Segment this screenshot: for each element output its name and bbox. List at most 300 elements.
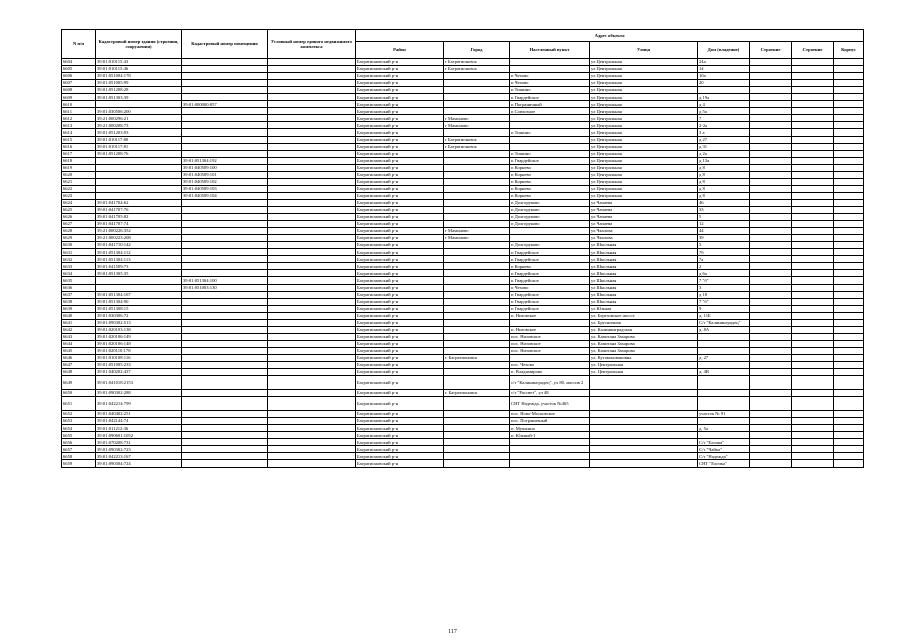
cell-cad-room-number: 39:01:040509:101 [182,171,268,178]
cell-district: Багратионовский р-н [356,150,444,157]
cell-street [590,439,698,446]
cell-district: Багратионовский р-н [356,249,444,256]
cell-cad-building-number: 39:01:070208:731 [96,439,182,446]
cell-city [444,199,510,206]
cell-cond-complex-number [268,178,356,185]
cell-korpus [834,362,864,369]
cell-row-number: 6621 [62,178,96,185]
cell-settlement [510,59,590,66]
cell-district: Багратионовский р-н [356,418,444,425]
cell-settlement [510,319,590,326]
cell-cond-complex-number [268,390,356,397]
cell-cad-room-number [182,291,268,298]
cell-cad-building-number: 39:21:000226:352 [96,228,182,235]
cell-city [444,242,510,249]
cell-cad-room-number [182,235,268,242]
cell-district: Багратионовский р-н [356,284,444,291]
cell-settlement: п Гвардейское [510,256,590,263]
cell-structure [792,319,834,326]
header-city: Город [444,42,510,59]
cell-settlement: п. Низовское [510,326,590,333]
table-row [62,59,864,66]
cell-row-number: 6612 [62,115,96,122]
cell-city [444,376,510,390]
cell-cond-complex-number [268,298,356,305]
table-body [62,59,864,468]
cell-row-number: 6649 [62,376,96,390]
cell-korpus [834,340,864,347]
cell-cad-building-number: 39:01:041509:73 [96,263,182,270]
cell-city [444,326,510,333]
cell-settlement: п Корнево [510,263,590,270]
cell-cond-complex-number [268,136,356,143]
cell-street: ул. Центральная [590,369,698,376]
cell-city [444,305,510,312]
cell-house: 7 "б" [698,298,750,305]
cell-cad-room-number: 39:01:051304:192 [182,157,268,164]
cell-cad-building-number: 39:01:010115:43 [96,59,182,66]
cell-house: 14 [698,66,750,73]
cell-city [444,453,510,460]
cell-cad-building-number: 39:21:000208:73 [96,122,182,129]
cell-city: г Мамоново [444,228,510,235]
cell-building [750,397,792,411]
cell-street: ул Чапаева [590,199,698,206]
cell-settlement [510,354,590,361]
cell-cad-room-number: 39:01:040509:103 [182,185,268,192]
cell-korpus [834,249,864,256]
cell-cond-complex-number [268,122,356,129]
cell-building [750,206,792,213]
cell-cad-room-number [182,270,268,277]
cell-district: Багратионовский р-н [356,369,444,376]
cell-district: Багратионовский р-н [356,340,444,347]
cell-korpus [834,228,864,235]
cell-street: ул Центральная [590,157,698,164]
cell-house: 7 [698,115,750,122]
cell-city [444,333,510,340]
cell-district: Багратионовский р-н [356,171,444,178]
cell-row-number: 6656 [62,439,96,446]
cell-cad-building-number: 39:01:051208:76 [96,150,182,157]
cell-structure [792,369,834,376]
cell-house: д 19а [698,94,750,101]
cell-city [444,256,510,263]
cell-cond-complex-number [268,242,356,249]
cell-street: ул. Березовское шоссе [590,312,698,319]
table-row [62,206,864,213]
cell-house: д 6а [698,270,750,277]
cell-settlement: п Чехово [510,73,590,80]
cell-district: Багратионовский р-н [356,66,444,73]
cell-building [750,249,792,256]
cell-city: г Багратионовск [444,66,510,73]
cell-cond-complex-number [268,263,356,270]
cell-district: Багратионовский р-н [356,291,444,298]
cell-city [444,460,510,467]
cell-korpus [834,284,864,291]
cell-row-number: 6647 [62,362,96,369]
cell-city [444,80,510,87]
cell-settlement: п Гвардейское [510,157,590,164]
cell-cad-building-number [96,101,182,108]
cell-korpus [834,59,864,66]
cell-street: ул Чкалова [590,235,698,242]
cell-building [750,390,792,397]
cell-cond-complex-number [268,115,356,122]
cell-district: Багратионовский р-н [356,94,444,101]
cell-district: Багратионовский р-н [356,319,444,326]
cell-settlement: п Корнево [510,164,590,171]
cell-house: С/т "Калининградец" [698,319,750,326]
cell-cad-building-number: 39:01:041707:76 [96,206,182,213]
cell-building [750,66,792,73]
cell-korpus [834,171,864,178]
cell-structure [792,277,834,284]
cell-house: д. 4В [698,369,750,376]
cell-city [444,270,510,277]
cell-cad-room-number: 39:01:000000:857 [182,101,268,108]
cell-cad-building-number: 39:01:051208:28 [96,87,182,94]
table-row [62,199,864,206]
cell-building [750,150,792,157]
cell-cad-building-number [96,277,182,284]
cell-settlement [510,115,590,122]
header-district: Район [356,42,444,59]
cell-building [750,411,792,418]
cell-korpus [834,214,864,221]
cell-house: д. 5а [698,425,750,432]
cell-district: Багратионовский р-н [356,185,444,192]
cell-structure [792,94,834,101]
table-row [62,369,864,376]
header-structure: Строение [792,42,834,59]
cell-house: С/т "Елочка" [698,439,750,446]
cell-cad-room-number [182,312,268,319]
cell-cad-building-number: 39:01:090302:288 [96,390,182,397]
cell-building [750,214,792,221]
cell-cad-room-number [182,150,268,157]
cell-building [750,185,792,192]
cell-structure [792,354,834,361]
cell-city: г Мамоново [444,115,510,122]
cell-cond-complex-number [268,411,356,418]
table-row [62,397,864,411]
cell-cad-room-number [182,206,268,213]
cell-korpus [834,312,864,319]
cell-building [750,178,792,185]
cell-street: ул Чапаева [590,214,698,221]
cell-row-number: 6635 [62,277,96,284]
cell-row-number: 6620 [62,171,96,178]
cell-cad-room-number [182,263,268,270]
cell-structure [792,347,834,354]
cell-house: 46 [698,199,750,206]
cell-korpus [834,80,864,87]
cell-street [590,432,698,439]
cell-district: Багратионовский р-н [356,164,444,171]
cell-house: 5 [698,214,750,221]
cell-cond-complex-number [268,277,356,284]
cell-house [698,390,750,397]
cell-street: ул Центральная [590,192,698,199]
cell-cad-building-number: 39:01:090304:724 [96,460,182,467]
cell-cad-building-number: 39:01:041710:142 [96,242,182,249]
cell-cad-room-number [182,298,268,305]
cell-settlement [510,66,590,73]
cell-district: Багратионовский р-н [356,446,444,453]
header-cad-room: Кадастровый номер помещения [182,30,268,59]
cell-cond-complex-number [268,369,356,376]
cell-settlement: п Гвардейское [510,249,590,256]
table-row [62,284,864,291]
cell-row-number: 6610 [62,101,96,108]
cell-house: 2-2а [698,122,750,129]
cell-district: Багратионовский р-н [356,439,444,446]
cell-structure [792,150,834,157]
cell-korpus [834,460,864,467]
cell-structure [792,340,834,347]
cell-settlement: п. Низовское [510,312,590,319]
cell-settlement: п Корнево [510,178,590,185]
cell-building [750,460,792,467]
cell-cad-room-number [182,326,268,333]
cell-house: 24а [698,59,750,66]
registry-table [61,29,864,468]
cell-row-number: 6604 [62,59,96,66]
cell-city: г. Багратионовск [444,390,510,397]
cell-row-number: 6636 [62,284,96,291]
cell-settlement: п Чехово [510,284,590,291]
cell-structure [792,206,834,213]
cell-house: д. 8А [698,326,750,333]
cell-row-number: 6624 [62,199,96,206]
table-row [62,171,864,178]
cell-house: С/т "Надежда" [698,453,750,460]
cell-house: д 8 [698,192,750,199]
cell-cad-building-number: 39:01:040202:437 [96,369,182,376]
cell-structure [792,80,834,87]
table-row [62,228,864,235]
cell-street: ул Центральная [590,59,698,66]
table-row [62,242,864,249]
cell-cond-complex-number [268,171,356,178]
cell-row-number: 6655 [62,432,96,439]
cell-house: д 31 [698,143,750,150]
cell-cad-building-number: 39:01:051005:233 [96,362,182,369]
cell-city [444,432,510,439]
table-row [62,66,864,73]
cell-cad-room-number [182,115,268,122]
cell-street [590,376,698,390]
cell-cad-room-number [182,59,268,66]
cell-structure [792,221,834,228]
cell-cad-building-number: 39:01:010115:46 [96,66,182,73]
cell-district: Багратионовский р-н [356,347,444,354]
table-row [62,432,864,439]
cell-korpus [834,129,864,136]
table-row [62,418,864,425]
cell-row-number: 6650 [62,390,96,397]
table-row [62,270,864,277]
cell-cad-room-number [182,340,268,347]
cell-house: д 8 [698,178,750,185]
cell-korpus [834,347,864,354]
cell-house: д 2а [698,150,750,157]
cell-cad-building-number: 39:01:040402:251 [96,411,182,418]
cell-cad-room-number [182,362,268,369]
cell-korpus [834,136,864,143]
cell-row-number: 6643 [62,333,96,340]
cell-structure [792,460,834,467]
cell-korpus [834,291,864,298]
cell-city [444,178,510,185]
cell-cad-building-number: 39:01:020110:178 [96,347,182,354]
cell-structure [792,185,834,192]
cell-house: д 8 [698,164,750,171]
cell-korpus [834,418,864,425]
cell-cond-complex-number [268,362,356,369]
cell-cad-room-number [182,439,268,446]
cell-city: г Мамоново [444,235,510,242]
cell-structure [792,439,834,446]
cell-house [698,397,750,411]
header-house: Дом (владение) [698,42,750,59]
cell-house: 3 [698,284,750,291]
table-row [62,460,864,467]
cell-building [750,199,792,206]
cell-cad-building-number: 39:01:051203:93 [96,129,182,136]
cell-settlement [510,453,590,460]
table-row [62,157,864,164]
cell-row-number: 6608 [62,87,96,94]
cell-house: 10а [698,73,750,80]
header-settlement: Населенный пункт [510,42,590,59]
cell-cad-building-number: 39:01:051005:99 [96,80,182,87]
cell-cond-complex-number [268,397,356,411]
cell-district: Багратионовский р-н [356,411,444,418]
cell-korpus [834,150,864,157]
cell-district: Багратионовский р-н [356,298,444,305]
cell-street: ул Центральная [590,136,698,143]
cell-korpus [834,256,864,263]
table-row [62,362,864,369]
cell-row-number: 6657 [62,446,96,453]
cell-street: ул. Капитана Захарова [590,333,698,340]
cell-structure [792,362,834,369]
cell-structure [792,129,834,136]
table-row [62,136,864,143]
table-header [62,30,864,59]
cell-structure [792,164,834,171]
cell-korpus [834,390,864,397]
cell-settlement: пос. Ново-Московское [510,411,590,418]
cell-korpus [834,305,864,312]
cell-cad-room-number [182,108,268,115]
cell-cad-building-number: 39:01:090302:723 [96,446,182,453]
cell-street: ул Школьная [590,284,698,291]
cell-building [750,277,792,284]
cell-district: Багратионовский р-н [356,129,444,136]
cell-house [698,347,750,354]
cell-building [750,136,792,143]
cell-row-number: 6619 [62,164,96,171]
cell-cond-complex-number [268,312,356,319]
cell-house [698,376,750,390]
cell-korpus [834,446,864,453]
cell-district: Багратионовский р-н [356,460,444,467]
cell-street [590,453,698,460]
cell-building [750,270,792,277]
cell-district: Багратионовский р-н [356,305,444,312]
table-row [62,312,864,319]
cell-cad-room-number [182,136,268,143]
cell-settlement [510,122,590,129]
cell-building [750,439,792,446]
cell-building [750,362,792,369]
cell-city [444,150,510,157]
table-row [62,178,864,185]
cell-building [750,340,792,347]
cell-district: Багратионовский р-н [356,136,444,143]
cell-korpus [834,199,864,206]
cell-cad-room-number [182,66,268,73]
cell-cad-room-number: 39:01:040509:104 [182,192,268,199]
cell-house: д 4 [698,101,750,108]
table-row [62,291,864,298]
cell-street: ул Чапаева [590,221,698,228]
table-row [62,376,864,390]
cell-city [444,284,510,291]
cell-row-number: 6646 [62,354,96,361]
cell-street: ул Чапаева [590,206,698,213]
cell-street: ул Школьная [590,291,698,298]
cell-building [750,129,792,136]
table-row [62,214,864,221]
cell-cond-complex-number [268,425,356,432]
cell-row-number: 6614 [62,129,96,136]
cell-street [590,390,698,397]
cell-cad-building-number: 39:01:041705:82 [96,214,182,221]
cell-cad-building-number: 39:01:051304:113 [96,256,182,263]
cell-cad-room-number: 39:01:051003:130 [182,284,268,291]
cell-street [590,446,698,453]
cell-district: Багратионовский р-н [356,73,444,80]
cell-row-number: 6607 [62,80,96,87]
table-row [62,340,864,347]
cell-cond-complex-number [268,319,356,326]
cell-city [444,425,510,432]
cell-city: г. Багратионовск [444,354,510,361]
cell-city [444,101,510,108]
cell-settlement: п. Владимирово [510,369,590,376]
cell-cad-building-number: 39:01:042213:167 [96,453,182,460]
cell-street: ул Школьная [590,277,698,284]
cell-settlement: п Гвардейское [510,270,590,277]
table-row [62,129,864,136]
cell-street: ул Школьная [590,256,698,263]
cell-structure [792,298,834,305]
cell-structure [792,178,834,185]
cell-cond-complex-number [268,94,356,101]
cell-cad-building-number: 39:01:010117:81 [96,143,182,150]
cell-district: Багратионовский р-н [356,270,444,277]
cell-district: Багратионовский р-н [356,122,444,129]
cell-house: участок № 91 [698,411,750,418]
cell-cond-complex-number [268,157,356,164]
cell-cond-complex-number [268,228,356,235]
cell-building [750,298,792,305]
